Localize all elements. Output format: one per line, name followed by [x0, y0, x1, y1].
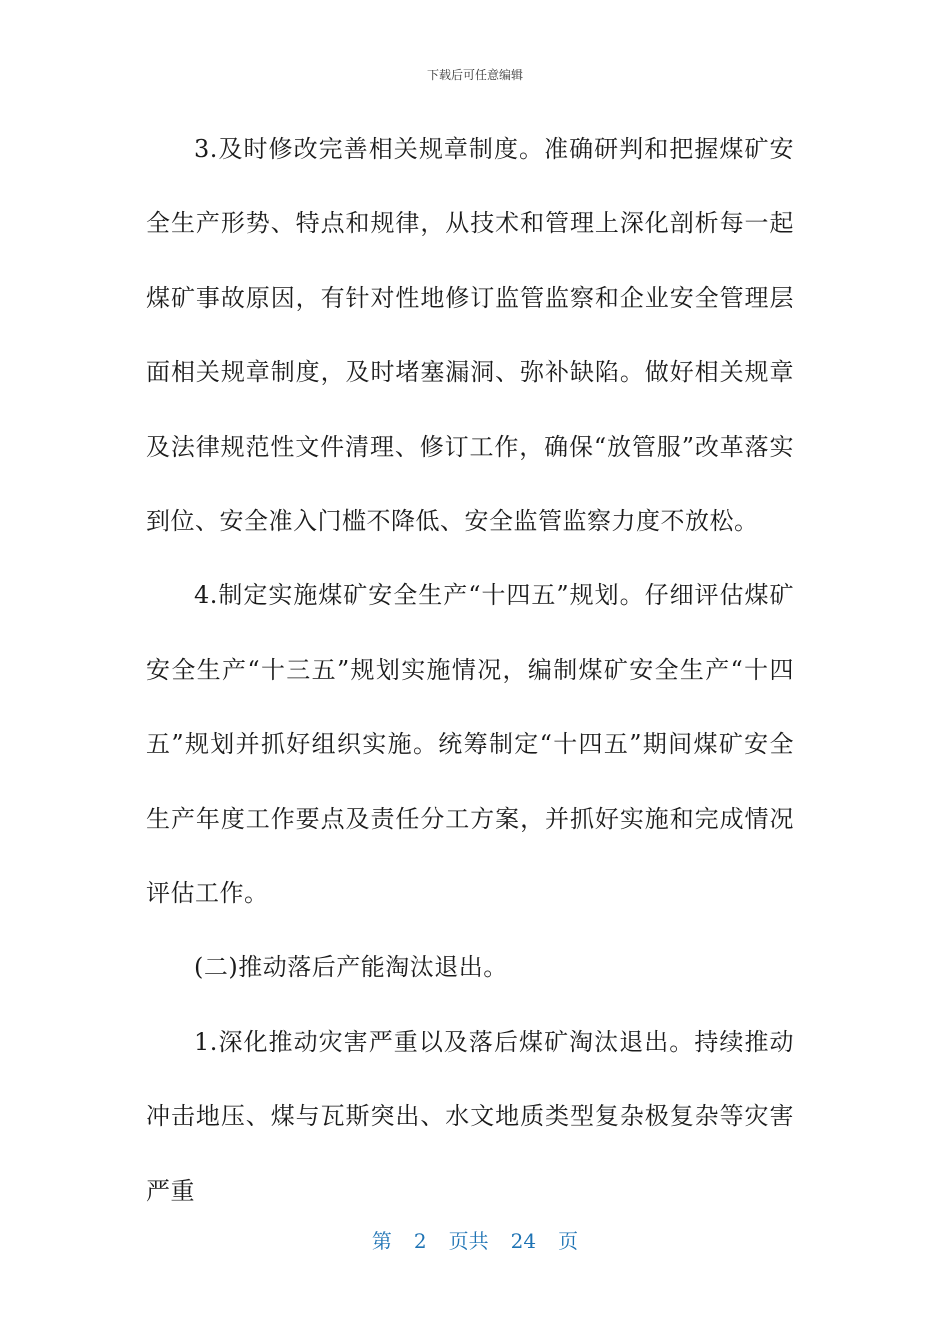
paragraph-item-1: 1.深化推动灾害严重以及落后煤矿淘汰退出。持续推动冲击地压、煤与瓦斯突出、水文地质类型复杂极复杂等灾害严重 [146, 1027, 794, 1205]
document-body [146, 112, 794, 1228]
page-footer [0, 1225, 950, 1254]
page-suffix: 页 [558, 1229, 579, 1253]
paragraph-item-4: 4.制定实施煤矿安全生产“十四五”规划。仔细评估煤矿安全生产“十三五”规划实施情况，编制煤矿安全生产“十四五”规划并抓好组织实施。统筹制定“十四五”期间煤矿安全生产年度工作要点及责任分工方案，并抓好实施和完成情况评估工作。 [146, 581, 794, 908]
section-heading-2: (二)推动落后产能淘汰退出。 [194, 953, 508, 982]
page-total: 24 [510, 1229, 537, 1253]
page-prefix: 第 [371, 1229, 392, 1253]
page-current: 2 [413, 1229, 427, 1253]
page-mid: 页共 [448, 1229, 489, 1253]
page-header: 下载后可任意编辑 [426, 68, 523, 82]
paragraph-item-3: 3.及时修改完善相关规章制度。准确研判和把握煤矿安全生产形势、特点和规律，从技术和管理上深化剖析每一起煤矿事故原因，有针对性地修订监管监察和企业安全管理层面相关规章制度，及时堵塞漏洞、弥补缺陷。做好相关规章及法律规范性文件清理、修订工作，确保“放管服”改革落实到位、安全准入门槛不降低、安全监管监察力度不放松。 [146, 135, 794, 536]
